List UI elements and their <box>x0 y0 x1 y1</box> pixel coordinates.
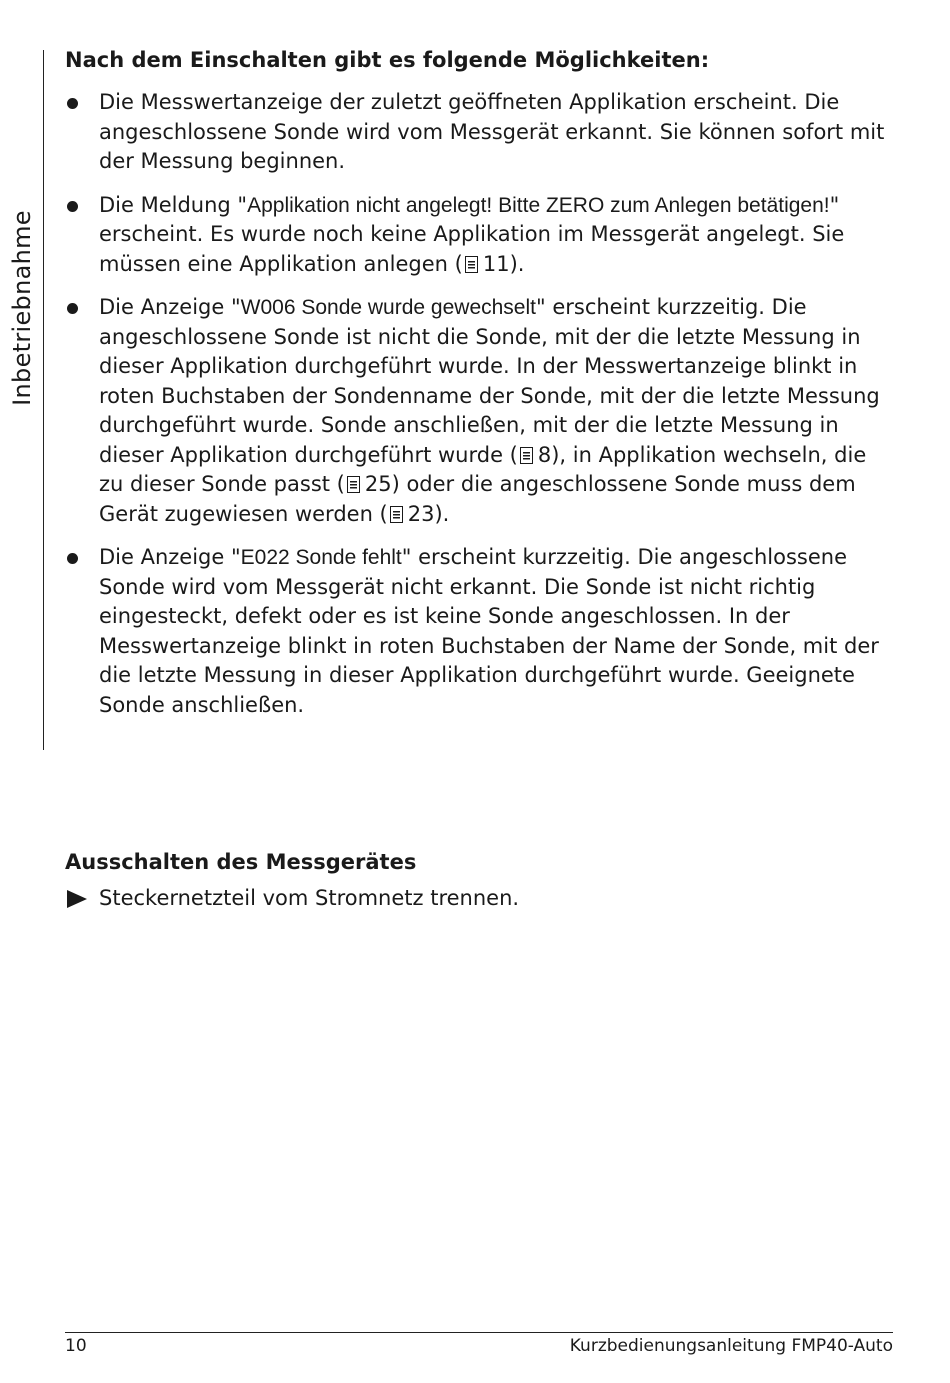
list-item <box>65 88 895 177</box>
item-text-pre: Die Anzeige " <box>99 545 241 569</box>
step-text: Steckernetzteil vom Stromnetz trennen. <box>99 886 520 910</box>
item-text-post: ). <box>509 251 525 276</box>
item-text-mid: " erscheint kurzzeitig. Die angeschlossene Sonde ist nicht die Sonde, mit der die letzte Messung in dieser Applikation durchgeführt wurde. In der Messwertanzeige blinkt in roten Buchstaben der Sondenname der Sonde, mit der die letzte Messung durchgeführt wurde. Sonde anschließen, mit der die letzte Messung in dieser Applikation durchgeführt wurde ( <box>99 295 880 467</box>
page-ref: 23 <box>407 501 435 526</box>
section-heading: Ausschalten des Messgerätes <box>65 850 417 874</box>
step-arrow-icon <box>67 890 87 908</box>
bullet-icon <box>67 553 78 564</box>
item-text-post: ). <box>434 501 450 526</box>
page-number: 10 <box>65 1336 87 1356</box>
footer-rule <box>65 1332 893 1333</box>
bullet-icon <box>67 98 78 109</box>
item-text-pre: Die Meldung " <box>99 192 248 217</box>
page-ref: 11 <box>482 251 510 276</box>
page-ref-icon <box>465 256 478 273</box>
side-rule <box>43 50 44 750</box>
bullet-icon <box>67 303 78 314</box>
document-title: Kurzbedienungsanleitung FMP40-Auto <box>569 1336 893 1356</box>
item-text-post: " erscheint kurzzeitig. Die angeschlossene Sonde wird vom Messgerät nicht erkannt. Die Sonde ist nicht richtig eingesteckt, defekt oder es ist keine Sonde angeschlossen. In der Messwertanzeige blinkt in roten Buchstaben der Name der Sonde, mit der die letzte Messung in dieser Applikation durchgeführt wurde. Geeignete Sonde anschließen. <box>99 545 879 717</box>
section-power-on <box>65 44 895 734</box>
bullet-icon <box>67 201 78 212</box>
page-ref: 8 <box>537 442 552 467</box>
page-ref: 25 <box>364 472 392 496</box>
item-text-pre: Die Anzeige " <box>99 295 241 319</box>
item-text-mid: " erscheint. Es wurde noch keine Applikation im Messgerät angelegt. Sie müssen eine Applikation anlegen ( <box>99 192 845 276</box>
display-message: Applikation nicht angelegt! Bitte ZERO zum Anlegen betätigen! <box>247 193 830 217</box>
side-tab <box>0 50 44 750</box>
display-message: W006 Sonde wurde gewechselt <box>240 296 536 319</box>
item-text-mid3: ) oder die angeschlossene Sonde muss dem Gerät zugewiesen werden ( <box>99 472 856 526</box>
display-message: E022 Sonde fehlt <box>240 546 402 569</box>
item-text-mid2: ), in Applikation wechseln, die zu dieser Sonde passt ( <box>99 442 867 496</box>
list-item <box>65 543 895 720</box>
instruction-step <box>65 882 895 914</box>
section-heading: Nach dem Einschalten gibt es folgende Möglichkeiten: <box>65 48 710 72</box>
page-ref-icon <box>390 506 403 523</box>
options-list <box>65 88 895 720</box>
item-text: Die Messwertanzeige der zuletzt geöffneten Applikation erscheint. Die angeschlossene Sonde wird vom Messgerät erkannt. Sie können sofort mit der Messung beginnen. <box>99 90 885 173</box>
section-power-off <box>65 846 895 914</box>
list-item <box>65 191 895 280</box>
side-tab-label: Inbetriebnahme <box>8 210 36 406</box>
page-ref-icon <box>520 447 533 464</box>
page-ref-icon <box>347 476 360 493</box>
list-item <box>65 293 895 529</box>
